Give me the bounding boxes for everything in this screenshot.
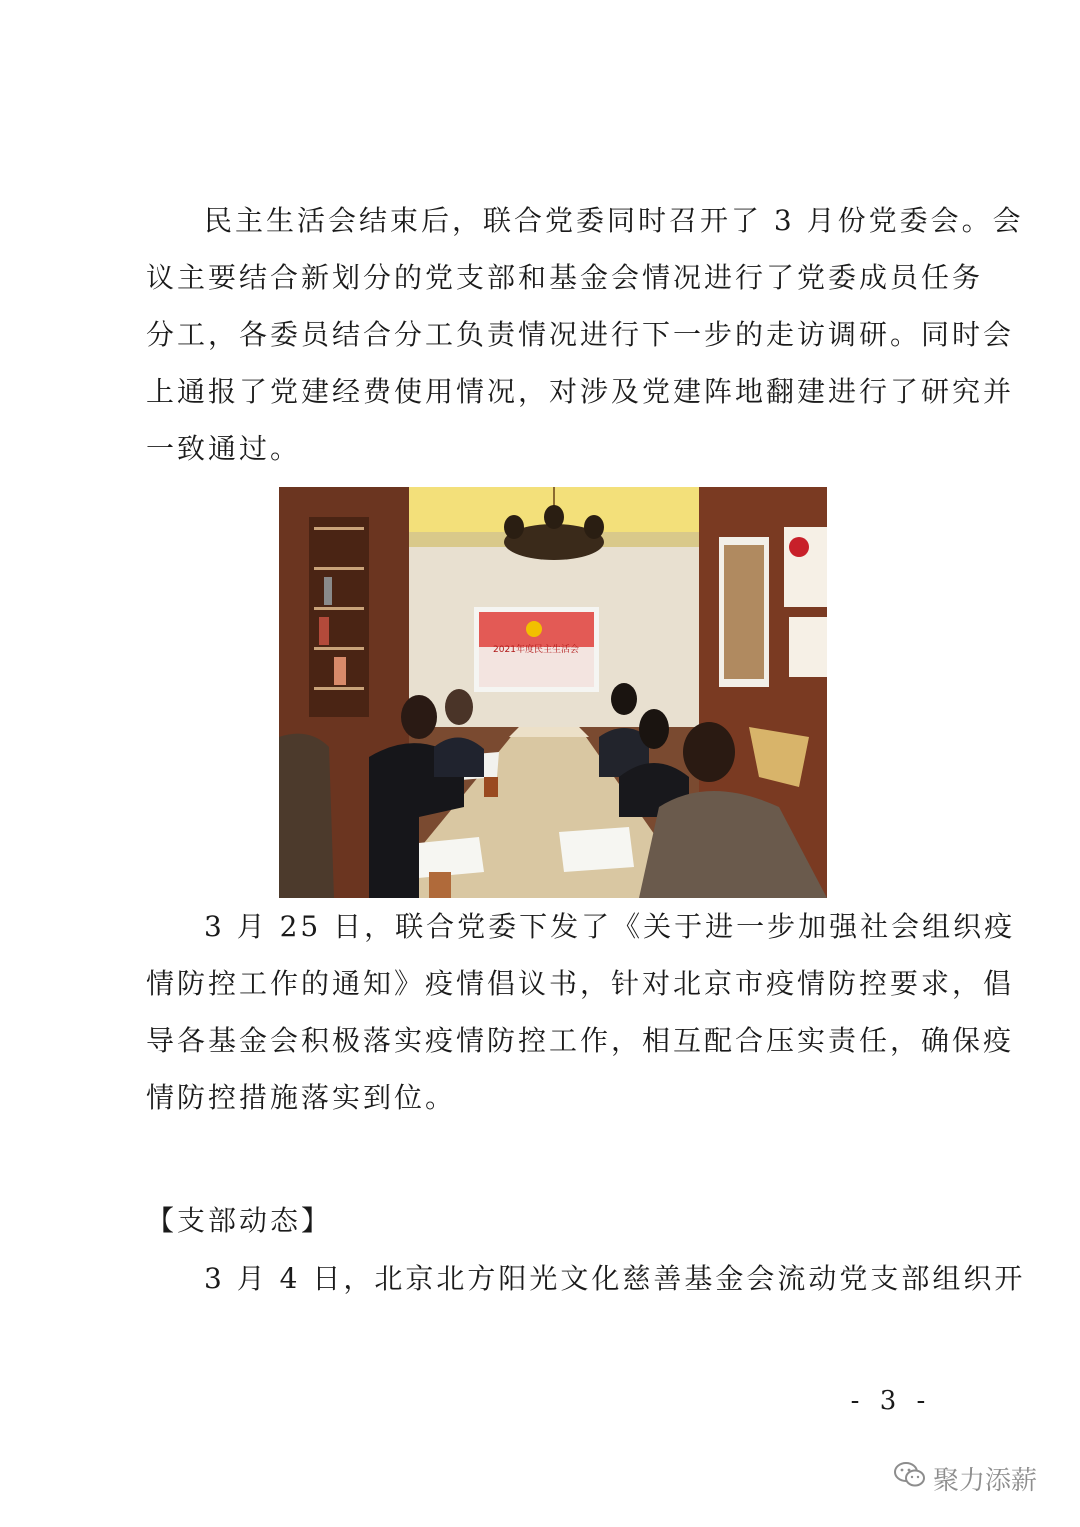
text-line: 分工，各委员结合分工负责情况进行下一步的走访调研。同时会 xyxy=(146,318,1015,351)
section-heading-text: 【支部动态】 xyxy=(146,1204,333,1237)
screen-title: 2021年度民主生活会 xyxy=(493,645,579,655)
text-line: 民主生活会结束后，联合党委同时召开了 3 月份党委会。会 xyxy=(204,204,1024,237)
text-line: 议主要结合新划分的党支部和基金会情况进行了党委成员任务 xyxy=(146,261,984,294)
paragraph-branch-news xyxy=(146,1250,1026,1307)
page-number: - 3 - xyxy=(850,1386,932,1416)
paragraph-meeting xyxy=(146,192,1024,477)
watermark xyxy=(893,1458,1063,1498)
text-line: 3 月 4 日，北京北方阳光文化慈善基金会流动党支部组织开 xyxy=(204,1262,1026,1295)
watermark-text: 聚力添薪 xyxy=(933,1465,1038,1496)
text-line: 上通报了党建经费使用情况，对涉及党建阵地翻建进行了研究并 xyxy=(146,375,1015,408)
section-heading xyxy=(146,1192,946,1249)
text-line: 情防控措施落实到位。 xyxy=(146,1081,457,1114)
paragraph-epidemic-notice xyxy=(146,898,1016,1126)
wechat-icon xyxy=(893,1460,927,1497)
text-line: 导各基金会积极落实疫情防控工作，相互配合压实责任，确保疫 xyxy=(146,1024,1015,1057)
text-line: 一致通过。 xyxy=(146,432,302,465)
text-line: 情防控工作的通知》疫情倡议书，针对北京市疫情防控要求，倡 xyxy=(146,967,1015,1000)
meeting-photo xyxy=(279,487,827,898)
text-line: 3 月 25 日，联合党委下发了《关于进一步加强社会组织疫 xyxy=(204,910,1016,943)
